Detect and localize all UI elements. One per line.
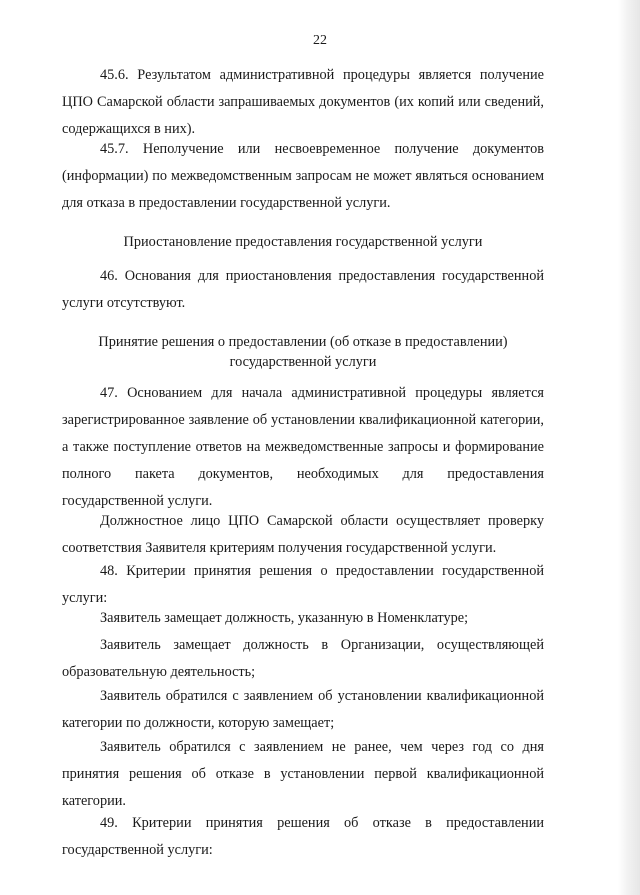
scan-edge-shadow <box>618 0 640 895</box>
criterion-item: Заявитель замещает должность, указанную в Номенклатуре; <box>100 610 469 626</box>
paragraph-45-6: 45.6. Результатом административной процедуры является получение ЦПО Самарской области запрашиваемых документов (их копий или сведений, содержащихся в них). <box>62 67 544 137</box>
criterion-item: Заявитель замещает должность в Организации, осуществляющей образовательную деятельность; <box>62 637 544 680</box>
paragraph-45-7: 45.7. Неполучение или несвоевременное получение документов (информации) по межведомственным запросам не может являться основанием для отказа в предоставлении государственной услуги. <box>62 141 544 211</box>
section-heading-suspension: Приостановление предоставления государственной услуги <box>123 234 483 250</box>
criterion-item: Заявитель обратился с заявлением не ранее, чем через год со дня принятия решения об отказе в установлении первой квалификационной категории. <box>62 739 544 809</box>
paragraph-47: 47. Основанием для начала административной процедуры является зарегистрированное заявление об установлении квалификационной категории, а также поступление ответов на межведомственные запросы и формирование полного пакета документов, необходимых для предоставления государственной услуги. <box>62 385 544 509</box>
criterion-item: Заявитель обратился с заявлением об установлении квалификационной категории по должности, которую замещает; <box>62 688 544 731</box>
paragraph-49: 49. Критерии принятия решения об отказе в предоставлении государственной услуги: <box>62 815 544 858</box>
paragraph-official-check: Должностное лицо ЦПО Самарской области осуществляет проверку соответствия Заявителя критериям получения государственной услуги. <box>62 513 544 556</box>
section-heading-decision: Принятие решения о предоставлении (об отказе в предоставлении) государственной услуги <box>98 334 508 370</box>
page-number: 22 <box>313 33 327 48</box>
paragraph-46: 46. Основания для приостановления предоставления государственной услуги отсутствуют. <box>62 268 544 311</box>
paragraph-48: 48. Критерии принятия решения о предоставлении государственной услуги: <box>62 563 544 606</box>
